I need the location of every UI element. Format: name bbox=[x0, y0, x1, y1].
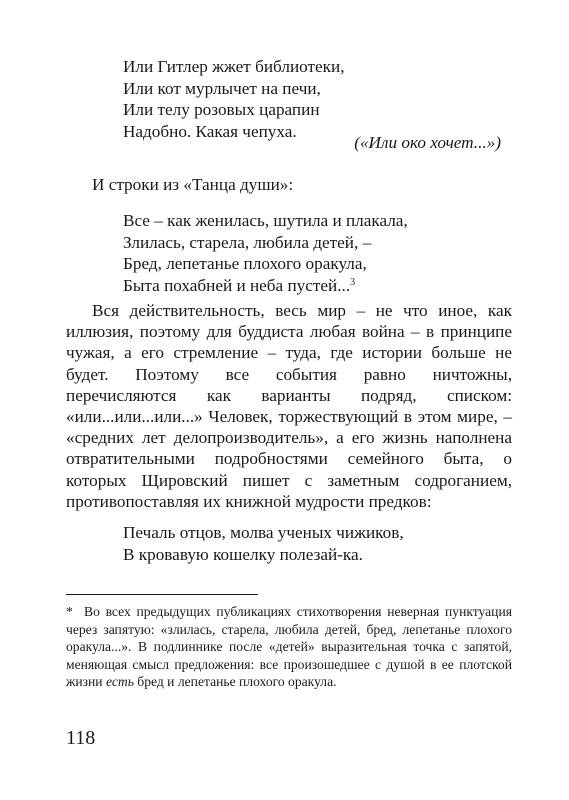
footnote-divider bbox=[66, 594, 258, 595]
poem-line: Бред, лепетанье плохого оракула, bbox=[123, 254, 367, 274]
poem-stanza-1 bbox=[123, 56, 523, 142]
poem-stanza-2 bbox=[123, 210, 523, 296]
footnote-reference: 3 bbox=[350, 276, 356, 288]
poem-line: Или Гитлер жжет библиотеки, bbox=[123, 57, 345, 76]
poem-line-text: Быта похабней и неба пустей... bbox=[123, 275, 351, 295]
poem-line: В кровавую кошелку полезай-ка. bbox=[123, 544, 363, 564]
footnote-emphasis: есть bbox=[106, 674, 134, 690]
poem-line: Или кот мурлычет на печи, bbox=[123, 78, 321, 98]
poem-line: Или телу розовых царапин bbox=[123, 100, 320, 120]
poem-line: Надобно. Какая чепуха. bbox=[123, 121, 297, 141]
page-number: 118 bbox=[66, 727, 96, 749]
body-paragraph: Вся действительность, весь мир – не что иное, как иллюзия, поэтому для буддиста любая война – в принципе чужая, а его стремление – туда, где истории больше не будет. Поэтому все события равно ничтожны, перечисляются как варианты подряд, списком: «или...или...или...» Человек, торжествующий в этом мире, – «средних лет делопроизводитель», а его жизнь наполнена отвратительными подробностями семейного быта, о которых Щировский пишет с заметным содроганием, противопоставляя их книжной мудрости предков: bbox=[66, 301, 512, 511]
poem-attribution: («Или око хочет...») bbox=[354, 133, 501, 152]
poem-stanza-3 bbox=[123, 522, 523, 565]
intro-line: И строки из «Танца души»: bbox=[92, 175, 294, 194]
footnote-text-end: бред и лепетанье плохого оракула. bbox=[133, 674, 337, 690]
poem-line: Злилась, старела, любила детей, – bbox=[123, 232, 372, 252]
poem-line bbox=[123, 275, 523, 297]
footnote bbox=[66, 603, 512, 691]
footnote-text: Во всех предыдущих публикациях стихотворения неверная пунктуация через запятую: «злилась, старела, любила детей, бред, лепетанье плохого оракула...». В подлиннике после «детей» выразительная точка с запятой, меняющая смысл предложения: все произошедшее с душой в ее плотской жизни bbox=[66, 604, 512, 690]
poem-line: Печаль отцов, молва ученых чижиков, bbox=[123, 523, 404, 542]
footnote-mark: * bbox=[66, 604, 73, 619]
poem-line: Все – как женилась, шутила и плакала, bbox=[123, 211, 408, 230]
